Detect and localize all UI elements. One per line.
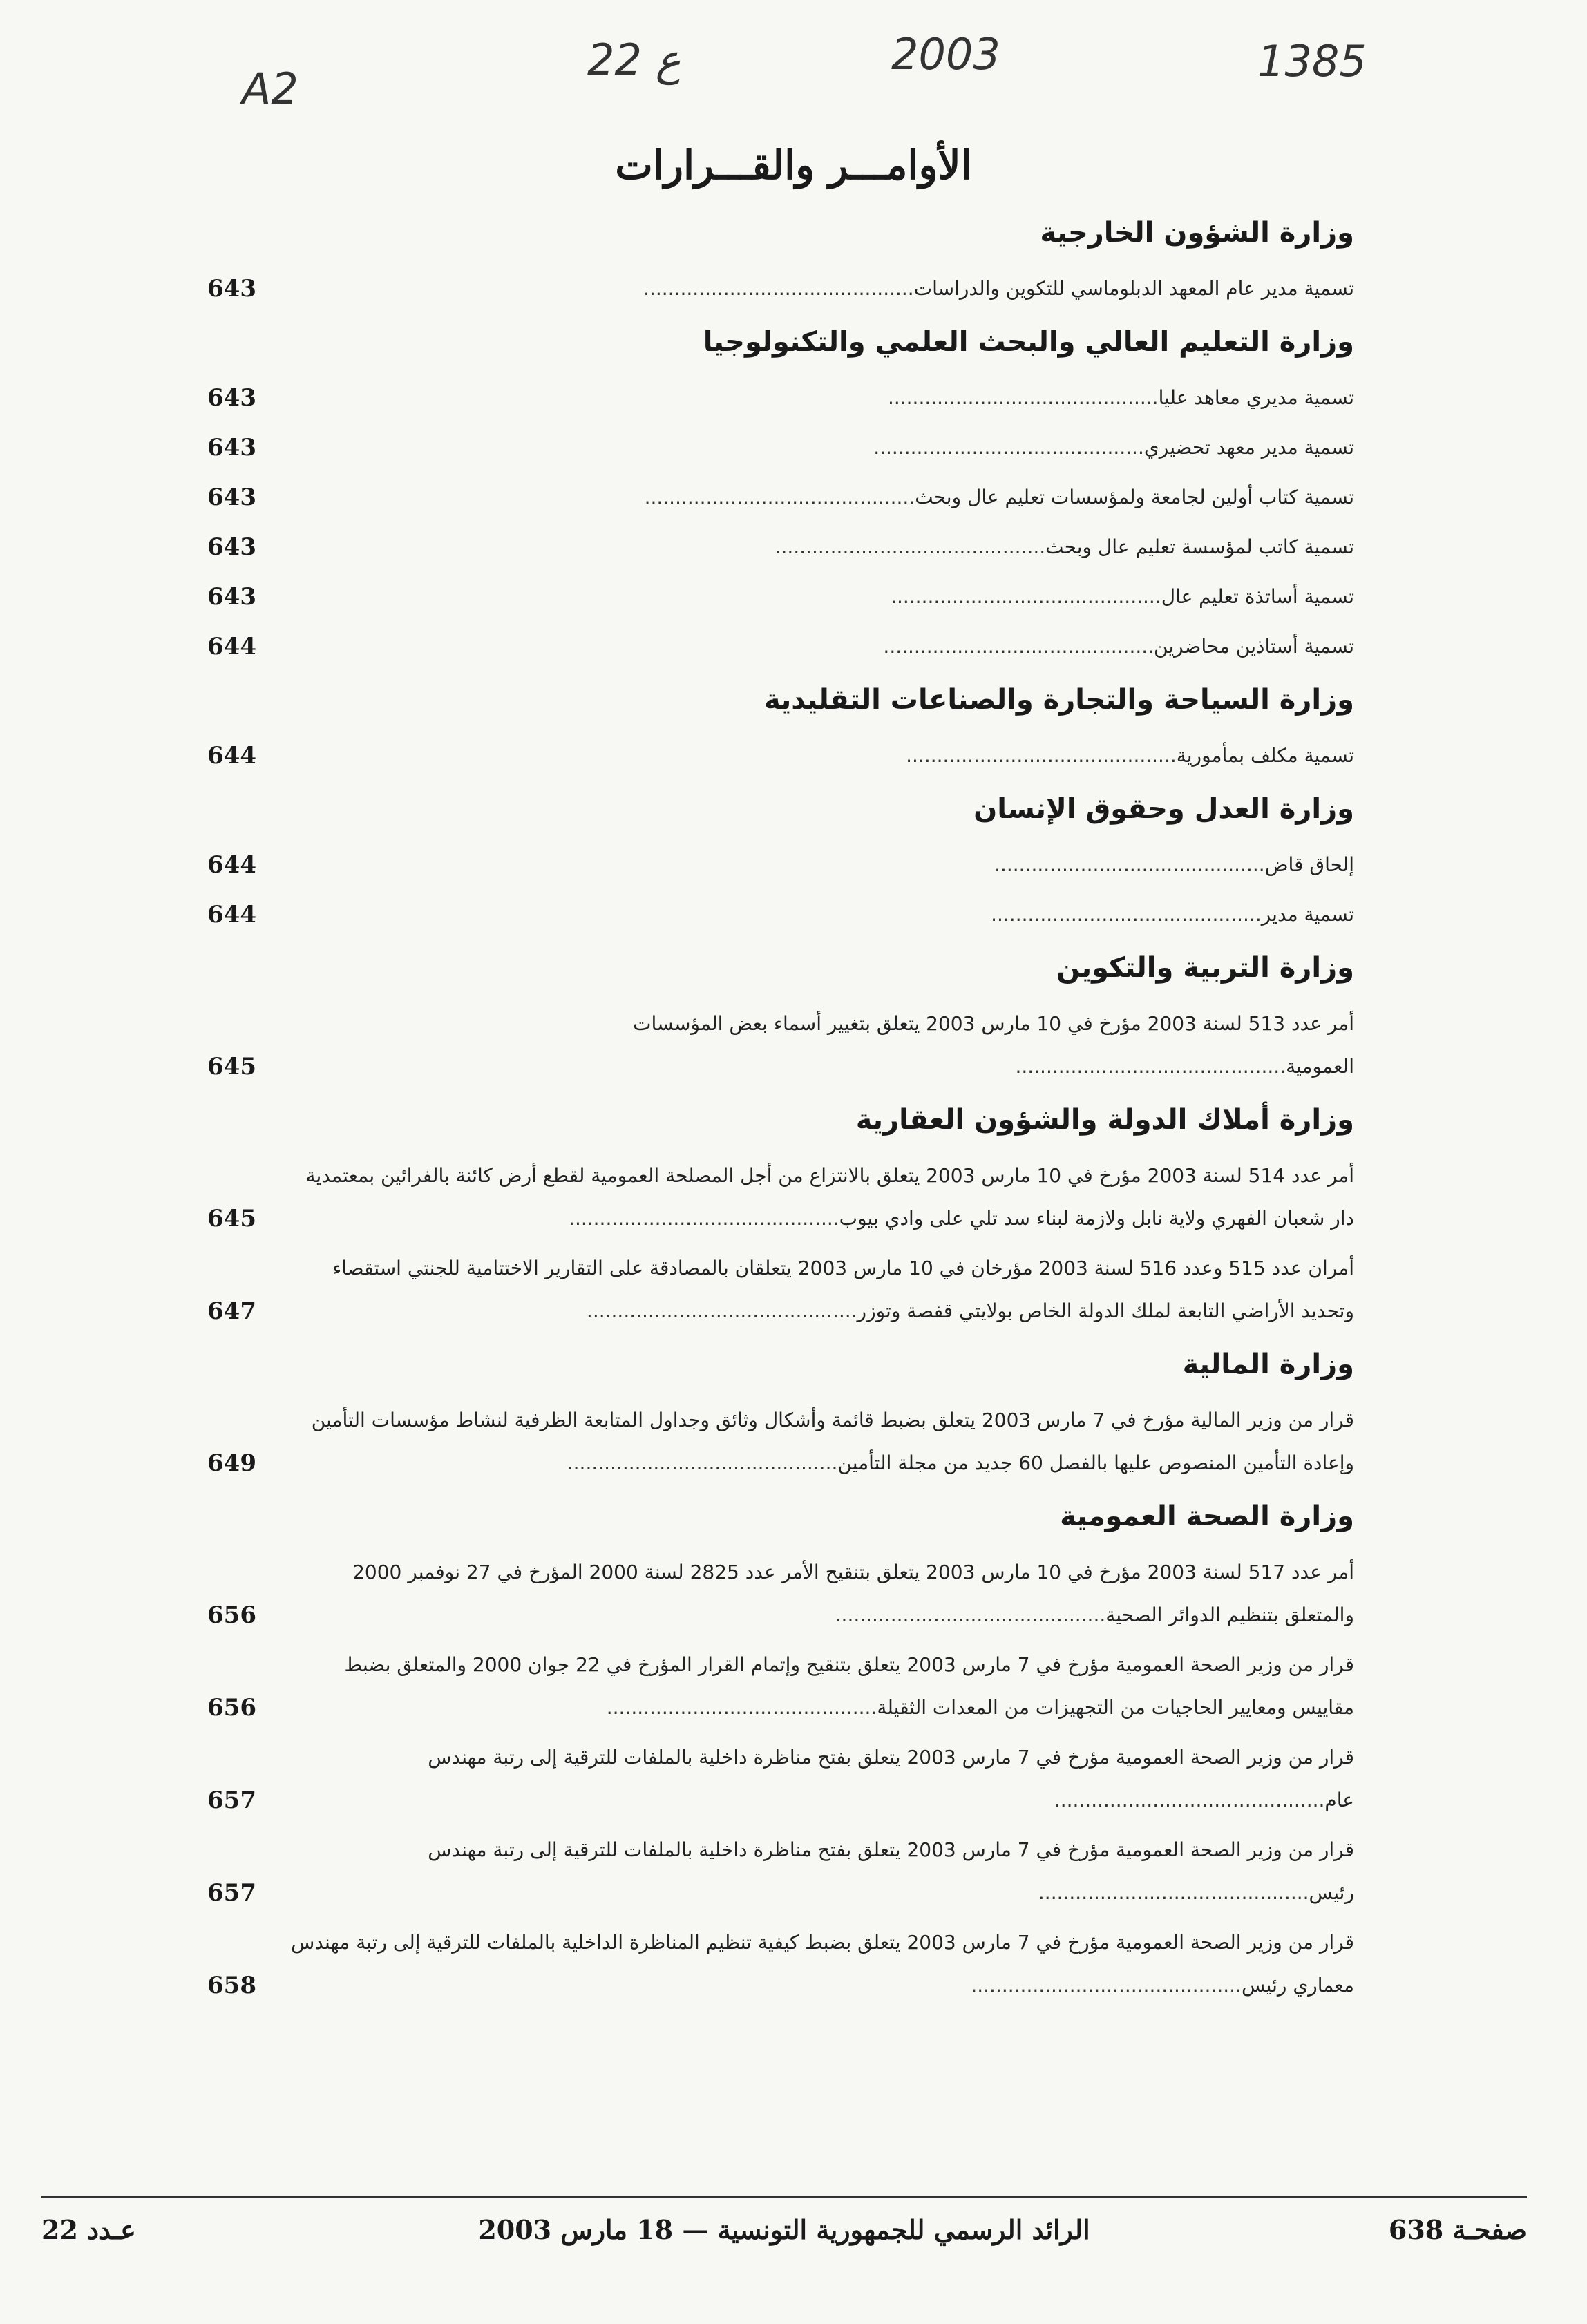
- dot-leader: ............................................: [891, 585, 1161, 608]
- toc-entry: [207, 1736, 1354, 1822]
- toc-page-number: 657: [207, 1879, 256, 1907]
- ministry-heading: وزارة الشؤون الخارجية: [1040, 217, 1354, 249]
- dot-leader: ............................................: [887, 386, 1159, 409]
- toc-entry-title: تسمية مديري معاهد عليا: [1158, 386, 1354, 409]
- toc-entry-title: قرار من وزير المالية مؤرخ في 7 مارس 2003 يتعلق بضبط قائمة وأشكال وثائق وجداول المتابعة الظرفية لنشاط مؤسسات التأمين وإعادة التأمين المنصوص عليها بالفصل 60 جديد من مجلة التأمين: [311, 1409, 1354, 1474]
- toc-entry-title: أمر عدد 514 لسنة 2003 مؤرخ في 10 مارس 2003 يتعلق بالانتزاع من أجل المصلحة العمومية لقطع أرض كائنة بالفرائين بمعتمدية دار شعبان الفهري ولاية نابل ولازمة لبناء سد تلي على وادي بيوب: [305, 1164, 1354, 1230]
- dot-leader: ............................................: [994, 853, 1265, 876]
- ministry-heading: وزارة العدل وحقوق الإنسان: [973, 793, 1354, 825]
- toc-page-number: 643: [207, 384, 256, 412]
- toc-entry: [207, 426, 1354, 469]
- toc-page-number: 645: [207, 1205, 256, 1232]
- toc-entry-text: [290, 476, 1354, 519]
- footer-divider: [41, 2196, 1527, 2198]
- footer-page-number: صفحـة 638: [1388, 2214, 1527, 2245]
- toc-entry-title: قرار من وزير الصحة العمومية مؤرخ في 7 مارس 2003 يتعلق بفتح مناظرة داخلية بالملفات للترقية إلى رتبة مهندس عام: [428, 1746, 1354, 1811]
- dot-leader: ............................................: [971, 1974, 1242, 1997]
- dot-leader: ............................................: [569, 1207, 839, 1230]
- toc-page-number: 644: [207, 633, 256, 660]
- toc-page-number: 643: [207, 434, 256, 461]
- toc-entry-title: تسمية مدير معهد تحضيري: [1143, 436, 1354, 459]
- toc-entry-title: تسمية مدير: [1261, 903, 1354, 926]
- toc-entry-text: [290, 526, 1354, 569]
- toc-entry: [207, 893, 1354, 936]
- toc-entry-text: [290, 625, 1354, 668]
- ministry-heading: وزارة السياحة والتجارة والصناعات التقليدية: [763, 684, 1354, 716]
- dot-leader: ............................................: [991, 903, 1262, 926]
- toc-page-number: 643: [207, 484, 256, 511]
- toc-page-number: 656: [207, 1694, 256, 1722]
- toc-page-number: 649: [207, 1449, 256, 1477]
- toc-entry: [207, 1921, 1354, 2007]
- toc-entry-text: [290, 1921, 1354, 2007]
- toc-entry: [207, 575, 1354, 618]
- toc-entry: [207, 625, 1354, 668]
- toc-page-number: 644: [207, 851, 256, 879]
- toc-entry-text: [290, 1551, 1354, 1637]
- toc-entry: [207, 1644, 1354, 1729]
- toc-entry: [207, 1829, 1354, 1914]
- dot-leader: ............................................: [586, 1299, 857, 1322]
- dot-leader: ............................................: [1054, 1789, 1325, 1811]
- handwritten-note-a: A2: [242, 64, 298, 114]
- toc-entry-title: تسمية أساتذة تعليم عال: [1161, 585, 1354, 608]
- dot-leader: ............................................: [835, 1603, 1106, 1626]
- toc-entry-title: تسمية أستاذين محاضرين: [1154, 635, 1354, 658]
- toc-entry: [207, 476, 1354, 519]
- dot-leader: ............................................: [873, 436, 1144, 459]
- toc-entry-text: [290, 1829, 1354, 1914]
- toc-entry-title: قرار من وزير الصحة العمومية مؤرخ في 7 مارس 2003 يتعلق بفتح مناظرة داخلية بالملفات للترقية إلى رتبة مهندس رئيس: [428, 1838, 1354, 1904]
- toc-page-number: 647: [207, 1297, 256, 1325]
- toc-entry: [207, 1154, 1354, 1240]
- page-footer: [41, 2214, 1527, 2269]
- dot-leader: ............................................: [606, 1696, 877, 1719]
- toc-entry-text: [290, 844, 1354, 886]
- toc-entry-text: [290, 893, 1354, 936]
- toc-entry-title: تسمية مكلف بمأمورية: [1176, 744, 1354, 767]
- toc-entry: [207, 1002, 1354, 1088]
- toc-page-number: 644: [207, 901, 256, 928]
- toc-entry-title: تسمية كتاب أولين لجامعة ولمؤسسات تعليم عال وبحث: [915, 486, 1354, 508]
- toc-entry-title: تسمية كاتب لمؤسسة تعليم عال وبحث: [1045, 535, 1354, 558]
- toc-entry-title: قرار من وزير الصحة العمومية مؤرخ في 7 مارس 2003 يتعلق بضبط كيفية تنظيم المناظرة الداخلية بالملفات للترقية إلى رتبة مهندس معماري رئيس: [291, 1931, 1354, 1997]
- toc-entry-title: إلحاق قاض: [1264, 853, 1354, 876]
- dot-leader: ............................................: [1038, 1881, 1309, 1904]
- handwritten-note-d: 1385: [1257, 36, 1367, 86]
- table-of-contents: [207, 211, 1354, 2014]
- toc-entry-title: أمر عدد 517 لسنة 2003 مؤرخ في 10 مارس 2003 يتعلق بتنقيح الأمر عدد 2825 لسنة 2000 المؤرخ في 27 نوفمبر 2000 والمتعلق بتنظيم الدوائر الصحية: [352, 1561, 1354, 1626]
- toc-entry-text: [290, 426, 1354, 469]
- toc-page-number: 644: [207, 742, 256, 770]
- dot-leader: ............................................: [1015, 1055, 1286, 1078]
- footer-issue-number: عـدد 22: [41, 2214, 136, 2245]
- toc-page-number: 643: [207, 533, 256, 561]
- toc-entry: [207, 734, 1354, 777]
- page-title: الأوامـــر والقـــرارات: [615, 142, 972, 189]
- toc-page-number: 656: [207, 1601, 256, 1629]
- toc-entry-title: قرار من وزير الصحة العمومية مؤرخ في 7 مارس 2003 يتعلق بتنقيح وإتمام القرار المؤرخ في 22 جوان 2000 والمتعلق بضبط مقاييس ومعايير الحاجيات من التجهيزات من المعدات الثقيلة: [344, 1653, 1354, 1719]
- dot-leader: ............................................: [643, 277, 914, 300]
- toc-entry: [207, 377, 1354, 419]
- toc-entry-title: أمران عدد 515 وعدد 516 لسنة 2003 مؤرخان في 10 مارس 2003 يتعلقان بالمصادقة على التقارير الاختتامية للجنتي استقصاء وتحديد الأراضي التابعة لملك الدولة الخاص بولايتي قفصة وتوزر: [332, 1257, 1354, 1322]
- toc-entry-text: [290, 1002, 1354, 1088]
- toc-entry-title: تسمية مدير عام المعهد الدبلوماسي للتكوين والدراسات: [913, 277, 1354, 300]
- toc-entry-text: [290, 1736, 1354, 1822]
- toc-entry-text: [290, 1399, 1354, 1485]
- footer-gazette-title: الرائد الرسمي للجمهورية التونسية — 18 مارس 2003: [478, 2214, 1090, 2245]
- ministry-heading: وزارة المالية: [1182, 1349, 1354, 1380]
- toc-entry-text: [290, 267, 1354, 310]
- toc-page-number: 657: [207, 1787, 256, 1814]
- toc-page-number: 643: [207, 275, 256, 303]
- toc-entry-text: [290, 734, 1354, 777]
- dot-leader: ............................................: [883, 635, 1154, 658]
- dot-leader: ............................................: [775, 535, 1046, 558]
- toc-entry: [207, 1247, 1354, 1333]
- toc-entry: [207, 1551, 1354, 1637]
- ministry-heading: وزارة التربية والتكوين: [1056, 952, 1354, 984]
- dot-leader: ............................................: [906, 744, 1177, 767]
- handwritten-note-c: 2003: [891, 29, 1000, 79]
- toc-entry-text: [290, 1247, 1354, 1333]
- dot-leader: ............................................: [644, 486, 915, 508]
- toc-entry-text: [290, 575, 1354, 618]
- toc-entry-title: أمر عدد 513 لسنة 2003 مؤرخ في 10 مارس 2003 يتعلق بتغيير أسماء بعض المؤسسات العمومية: [633, 1012, 1354, 1078]
- toc-entry: [207, 526, 1354, 569]
- toc-entry-text: [290, 377, 1354, 419]
- toc-entry-text: [290, 1154, 1354, 1240]
- toc-page-number: 643: [207, 583, 256, 611]
- ministry-heading: وزارة أملاك الدولة والشؤون العقارية: [855, 1104, 1354, 1136]
- toc-entry: [207, 1399, 1354, 1485]
- ministry-heading: وزارة التعليم العالي والبحث العلمي والتكنولوجيا: [703, 326, 1354, 358]
- dot-leader: ............................................: [567, 1451, 838, 1474]
- toc-page-number: 645: [207, 1053, 256, 1080]
- toc-entry-text: [290, 1644, 1354, 1729]
- handwritten-note-b: 22 ع: [587, 35, 681, 85]
- ministry-heading: وزارة الصحة العمومية: [1060, 1501, 1354, 1532]
- toc-entry: [207, 267, 1354, 310]
- toc-entry: [207, 844, 1354, 886]
- toc-page-number: 658: [207, 1972, 256, 1999]
